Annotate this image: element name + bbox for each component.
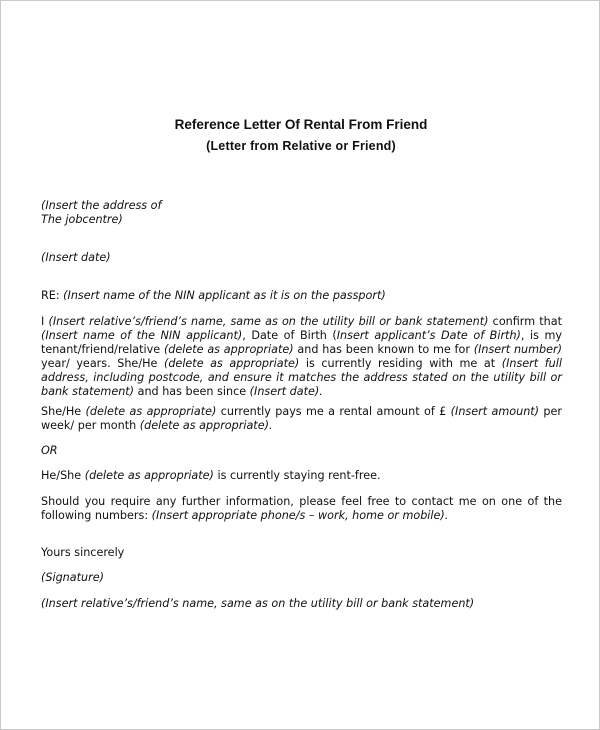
body-text-run: , Date of Birth ( (242, 329, 337, 342)
re-prefix: RE: (41, 289, 64, 302)
re-value: (Insert name of the NIN applicant as it is on the passport) (63, 289, 386, 302)
placeholder-text: (Insert name of the NIN applicant) (41, 329, 243, 342)
closing-line: Yours sincerely (41, 546, 125, 559)
placeholder-text: (Insert date). (249, 385, 323, 398)
body-text-run: Should you require any further information, please feel free to contact me on one of the following numbers: (41, 495, 562, 522)
address-line-1: (Insert the address of (41, 199, 162, 212)
body-text-run: is currently staying rent-free. (213, 469, 381, 482)
signer-name-line: (Insert relative’s/friend’s name, same as on the utility bill or bank statement) (41, 597, 475, 610)
paragraph-contact (41, 495, 562, 523)
body-text-run: per week/ per month (41, 405, 563, 432)
body-text-run: She/He (41, 405, 86, 418)
placeholder-text: (delete as appropriate) (163, 343, 294, 356)
placeholder-text: (Insert appropriate phone/s – work, home or mobile). (151, 509, 449, 522)
body-text-run: He/She (41, 469, 85, 482)
body-text-run: and has been since (134, 385, 250, 398)
body-text-run: currently pays me a rental amount of £ (216, 405, 451, 418)
re-line (41, 289, 562, 303)
placeholder-text: (delete as appropriate) (163, 357, 300, 370)
date-line: (Insert date) (41, 251, 111, 264)
placeholder-text: (Insert number) (473, 343, 562, 356)
body-text-run: and has been known to me for (293, 343, 474, 356)
paragraph-rental-amount (41, 405, 562, 433)
signature-line: (Signature) (41, 571, 104, 584)
placeholder-text: (Insert relative’s/friend’s name, same as on the utility bill or bank statement) (48, 315, 489, 328)
placeholder-text: Insert applicant’s Date of Birth) (336, 329, 521, 342)
address-block (41, 199, 562, 227)
placeholder-text: (delete as appropriate) (84, 469, 214, 482)
paragraph-rent-free (41, 469, 562, 483)
body-text-run: year/ years. She/He (41, 357, 164, 370)
body-text-run: confirm that (488, 315, 563, 328)
placeholder-text: (delete as appropriate) (85, 405, 217, 418)
document-title: Reference Letter Of Rental From Friend (174, 117, 428, 132)
paragraph-confirmation (41, 315, 562, 399)
or-separator: OR (41, 444, 58, 457)
body-text-run: I (41, 315, 49, 328)
body-text-run: is currently residing with me at (299, 357, 502, 370)
placeholder-text: (Insert amount) (450, 405, 540, 418)
placeholder-text: (delete as appropriate). (139, 419, 273, 432)
body-text-run: , is my tenant/friend/relative (41, 329, 563, 356)
placeholder-text: (Insert full address, including postcode, and ensure it matches the address stated on the utility bill or bank statement) (41, 357, 562, 398)
address-line-2: The jobcentre) (41, 213, 123, 226)
document-subtitle: (Letter from Relative or Friend) (206, 139, 396, 153)
